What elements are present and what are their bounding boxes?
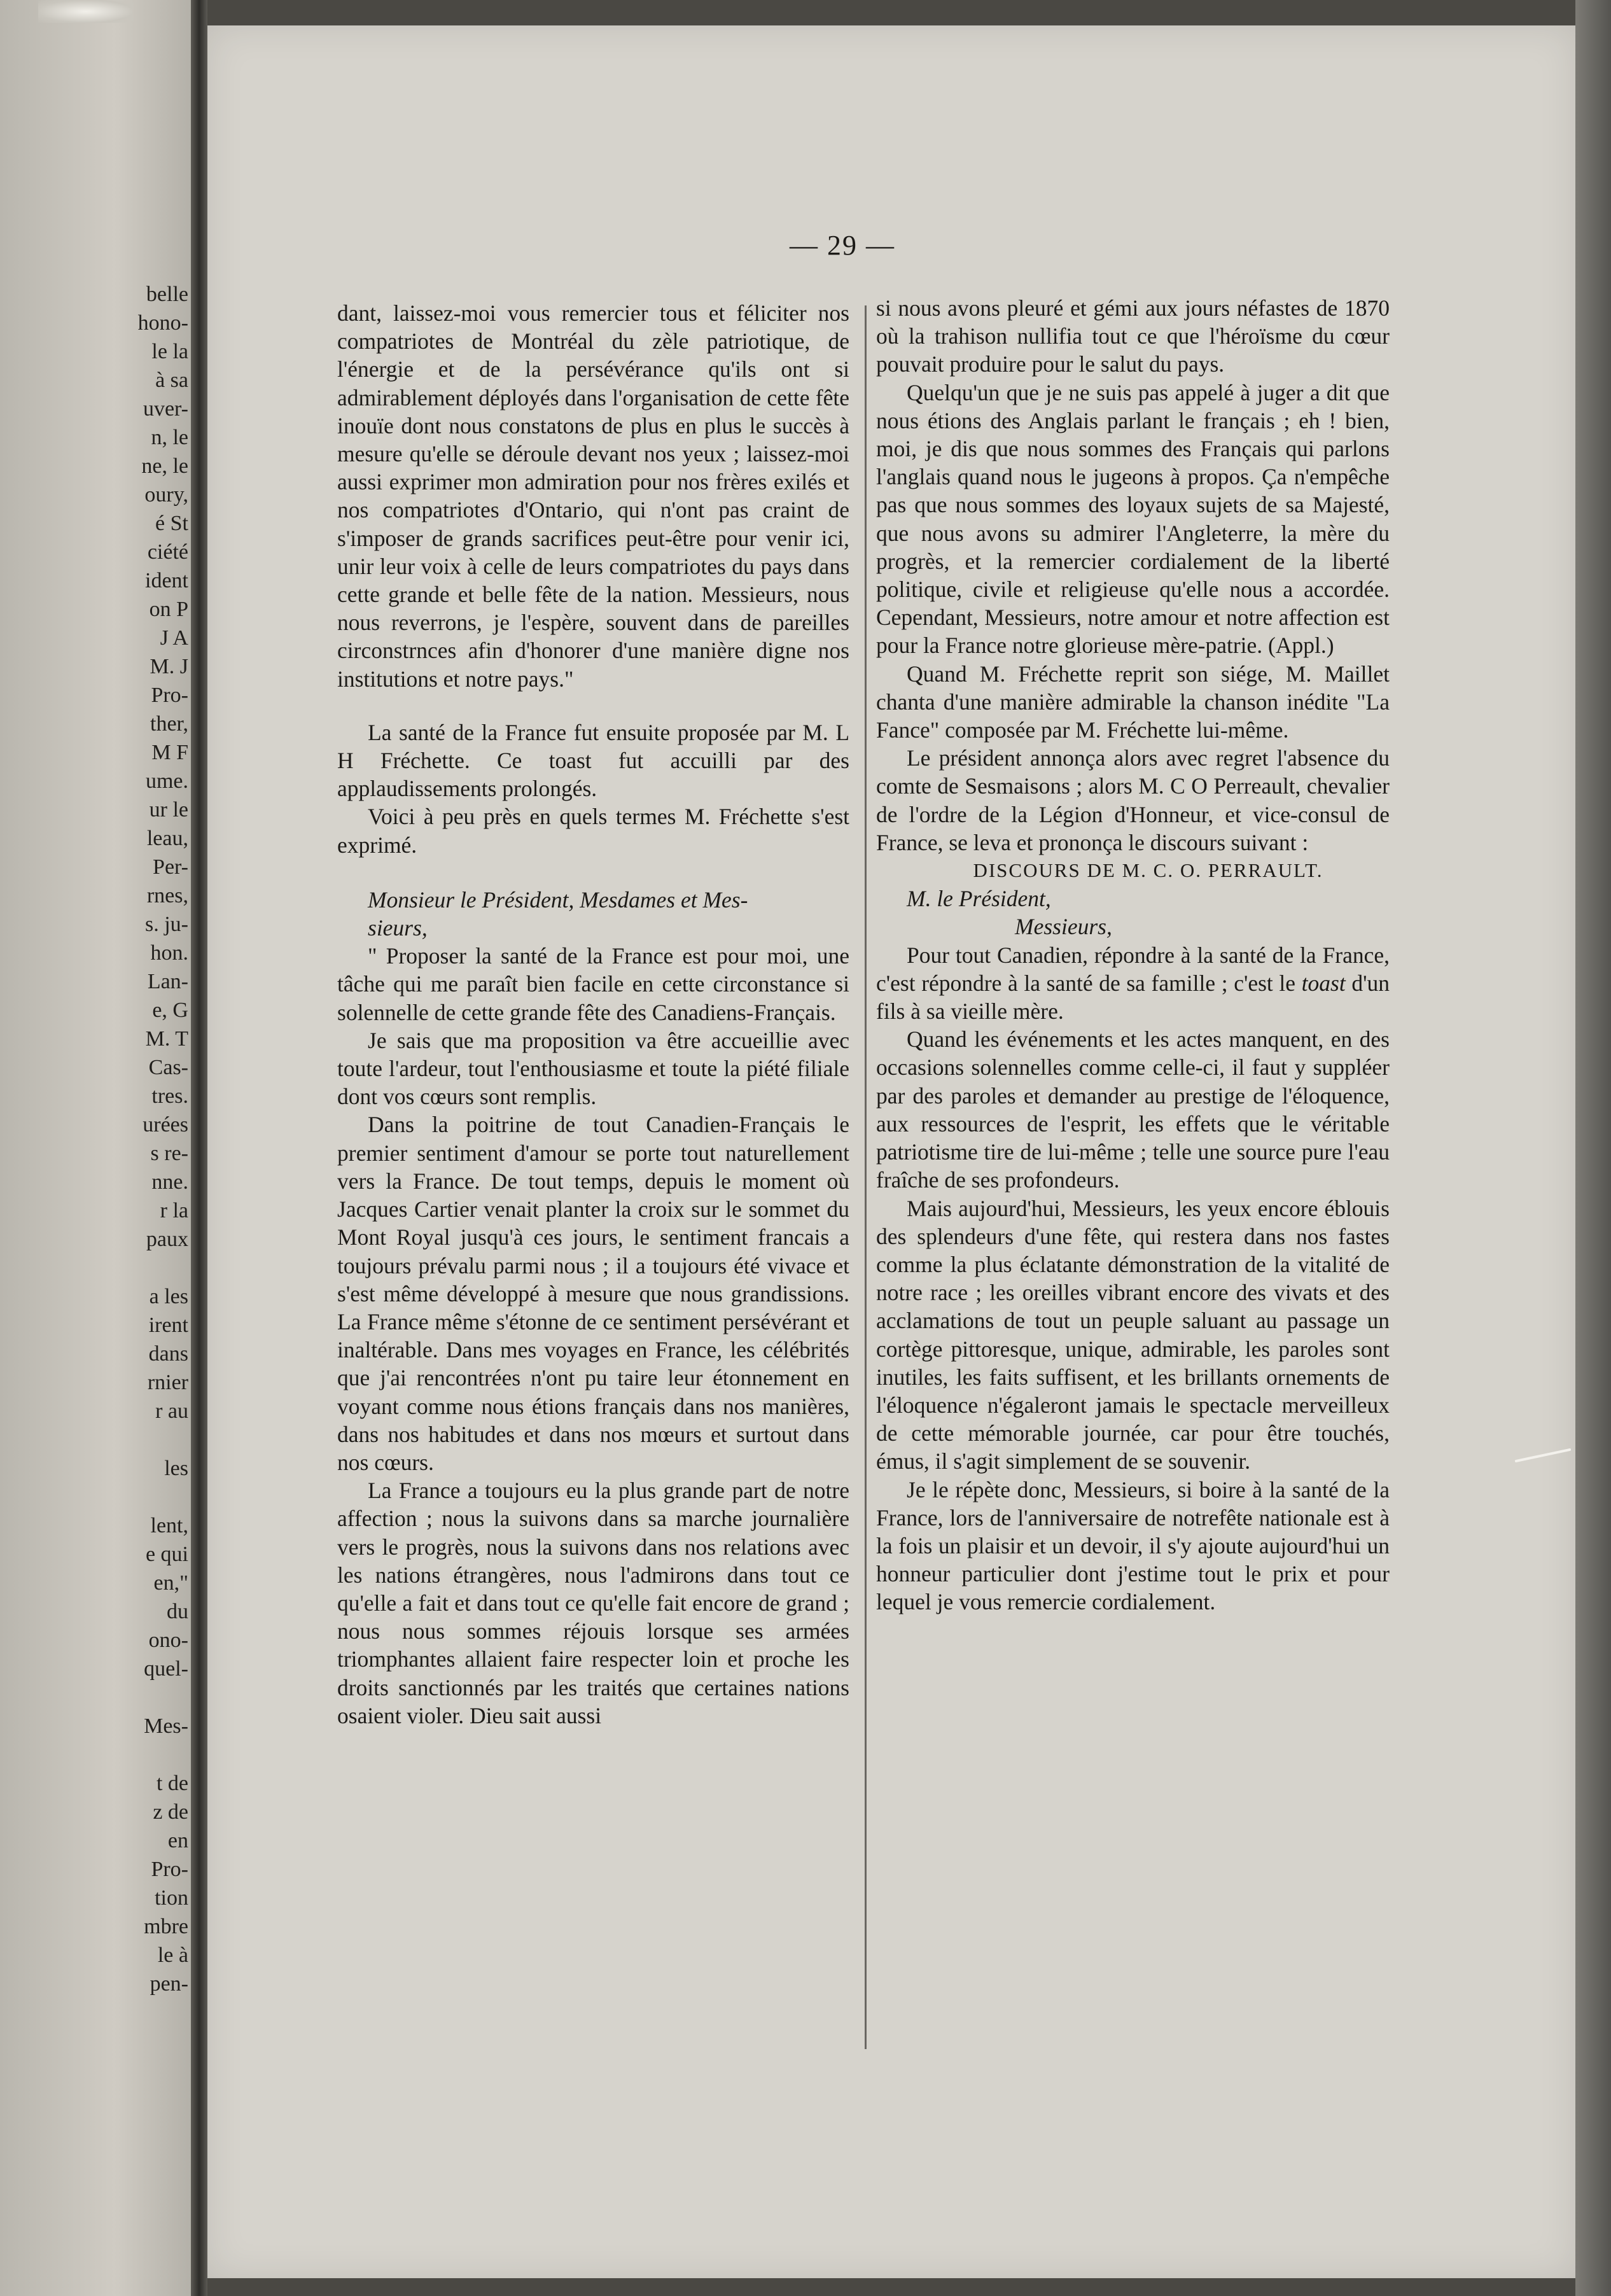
facing-page-line: dans <box>148 1342 188 1366</box>
facing-page-line: M F <box>151 741 188 764</box>
facing-page-line: paux <box>146 1228 188 1251</box>
facing-page-text <box>4 280 188 1998</box>
facing-page-line: ume. <box>145 769 188 793</box>
speech-salutation <box>337 886 849 942</box>
facing-page-line <box>4 1683 188 1712</box>
facing-page-line: Lan- <box>147 970 188 993</box>
facing-page-line: en," <box>153 1571 188 1595</box>
salutation-line: sieurs, <box>368 915 428 941</box>
facing-page-line: le à <box>157 1943 188 1967</box>
facing-page-line <box>4 1483 188 1511</box>
facing-page-line: hono- <box>137 311 188 335</box>
facing-page-line: on P <box>149 598 188 621</box>
facing-page-line: ono- <box>148 1628 188 1652</box>
left-column <box>337 299 849 1730</box>
facing-page-line: ther, <box>150 712 188 736</box>
facing-page-line: urées <box>143 1113 188 1137</box>
facing-page-line <box>4 1425 188 1454</box>
facing-page-line: Mes- <box>144 1714 188 1738</box>
facing-page-line: ne, le <box>141 454 188 478</box>
book-gutter <box>191 0 207 2296</box>
facing-page-line: n, le <box>151 426 188 449</box>
facing-page-line: r la <box>160 1199 188 1222</box>
facing-page-line: tres. <box>151 1084 188 1108</box>
paragraph: Je sais que ma proposition va être accueillie avec toute l'ardeur, tout l'enthousiasme et toute la piété filiale dont vos cœurs sont remplis. <box>337 1027 849 1110</box>
facing-page-line: ur le <box>149 798 188 822</box>
page-number: — 29 — <box>790 230 895 261</box>
facing-page-line: é St <box>155 512 188 535</box>
facing-page-line: uver- <box>143 397 188 421</box>
paragraph: Quand M. Fréchette reprit son siége, M. Maillet chanta d'une manière admirable la chanson inédite "La Fance" composée par M. Fréchette lui-même. <box>876 661 1390 743</box>
facing-page-line: M. J <box>150 655 188 678</box>
facing-page-line: Per- <box>153 855 188 879</box>
paragraph: Quand les événements et les actes manquent, en des occasions solennelles comme celle-ci, il faut y suppléer par des paroles et demander au prestige de l'éloquence, aux ressources de l'esprit, les effets que le véritable patriotisme tire de lui-même ; telle une source pure l'eau fraîche de ses profondeurs. <box>876 1026 1390 1193</box>
facing-page-line: e qui <box>145 1543 188 1566</box>
facing-page-line: rnes, <box>146 884 188 907</box>
facing-page-line: à sa <box>155 368 188 392</box>
paragraph: Dans la poitrine de tout Canadien-Français le premier sentiment d'amour se porte tout naturellement vers la France. De tout temps, depuis le moment où Jacques Cartier venait planter la croix sur le sommet du Mont Royal jusqu'à ces jours, le sentiment francais a toujours prévalu parmi nous ; il a toujours été vivace et s'est même développé à mesure que nous grandissions. La France même s'étonne de ce sentiment persévérant et inaltérable. Dans mes voyages en France, les célébrités que j'ai rencontrées n'ont pu taire leur étonnement en voyant comme nous étions français dans nos manières, dans nos habitudes et dans nos mœurs et surtout dans nos cœurs. <box>337 1112 849 1475</box>
right-column <box>876 294 1390 1616</box>
facing-page-line: z de <box>153 1800 188 1824</box>
facing-page-line: du <box>167 1600 188 1623</box>
facing-page-line: J A <box>160 626 188 650</box>
facing-page-line: lent, <box>150 1514 188 1537</box>
facing-page-line: oury, <box>144 483 188 507</box>
page-edge <box>1575 0 1611 2296</box>
facing-page-line <box>4 1254 188 1282</box>
facing-page-line: tion <box>155 1886 188 1910</box>
facing-page-line: M. T <box>145 1027 188 1051</box>
salutation-line: Monsieur le Président, Mesdames et Mes- <box>368 886 748 913</box>
section-title: DISCOURS DE M. C. O. PERRAULT. <box>973 859 1323 882</box>
paragraph: La santé de la France fut ensuite proposée par M. L H Fréchette. Ce toast fut accuilli par des applaudissements prolongés. <box>337 719 849 802</box>
paragraph: Le président annonça alors avec regret l'absence du comte de Sesmaisons ; alors M. C O Perreault, chevalier de l'ordre de la Légion d'Honneur, et vice-consul de France, se leva et prononça le discours suivant : <box>876 745 1390 855</box>
paragraph: Voici à peu près en quels termes M. Fréchette s'est exprimé. <box>337 804 849 858</box>
paragraph: Quelqu'un que je ne suis pas appelé à juger a dit que nous étions des Anglais parlant le français ; eh ! bien, moi, je dis que nous sommes des Français qui parlons l'anglais quand nous le jugeons à propos. Ça n'empêche pas que nous sommes des loyaux sujets de sa Majesté, que nous avons su admirer l'Angleterre, la mère du progrès, et la remercier cordialement de la liberté politique, civile et religieuse qu'elle nous a accordée. Cependant, Messieurs, notre amour et notre affection est pour la France notre glorieuse mère-patrie. (Appl.) <box>876 379 1390 659</box>
paragraph: Je le répète donc, Messieurs, si boire à la santé de la France, lors de l'anniversaire de notrefête nationale est à la fois un plaisir et un devoir, il s'y ajoute aujourd'hui un honneur particulier dont j'estime tout le prix et pour lequel je vous remercie cordialement. <box>876 1476 1390 1615</box>
facing-page-line: hon. <box>150 941 188 965</box>
facing-page-fragment <box>0 0 191 2296</box>
paragraph <box>876 941 1390 1026</box>
facing-page-line: pen- <box>150 1972 188 1996</box>
facing-page-line: nne. <box>151 1170 188 1194</box>
facing-page-line: ciété <box>147 540 188 564</box>
paragraph: " Proposer la santé de la France est pour moi, une tâche qui me paraît bien facile en cette circonstance si solennelle de cette grande fête des Canadiens-Français. <box>337 943 849 1025</box>
facing-page-line: t de <box>156 1772 188 1795</box>
speech-salutation <box>876 885 1390 941</box>
facing-page-line: e, G <box>152 998 188 1022</box>
facing-page-line: Pro- <box>151 683 188 707</box>
facing-page-line: r au <box>155 1399 188 1423</box>
facing-page-line: Cas- <box>148 1056 188 1079</box>
facing-page-line: s re- <box>150 1142 188 1165</box>
facing-page-line: Pro- <box>151 1858 188 1881</box>
facing-page-line: en <box>167 1829 188 1852</box>
facing-page-line <box>4 1740 188 1769</box>
facing-page-line: le la <box>151 340 188 363</box>
paragraph: Mais aujourd'hui, Messieurs, les yeux encore éblouis des splendeurs d'une fête, qui restera dans nos fastes comme la plus éclatante démonstration de la vitalité de notre race ; les oreilles vibrant encore des vivats et des acclamations de tout un peuple saluant au passage un cortège pittoresque, unique, admirable, les paroles sont inutiles, les faits suffisent, et les brillants ornements de l'éloquence n'égaleront jamais le spectacle merveilleux de cette mémorable journée, car pour être touchés, émus, il s'agit simplement de se souvenir. <box>876 1195 1390 1474</box>
facing-page-line: belle <box>146 283 188 306</box>
italic-word: toast <box>1301 970 1346 996</box>
salutation-line: Messieurs, <box>1015 914 1112 940</box>
text-run: Pour tout Canadien, répondre à la santé de la France, c'est répondre à la santé de sa famille ; c'est le <box>876 942 1390 996</box>
facing-page-line: quel- <box>144 1657 188 1681</box>
facing-page-line: irent <box>148 1313 188 1337</box>
facing-page-line: leau, <box>146 827 188 850</box>
facing-page-line: ident <box>145 569 188 592</box>
paragraph: dant, laissez-moi vous remercier tous et féliciter nos compatriotes de Montréal du zèle patriotique, de l'énergie et de la persévérance qu'ils ont si admirablement déployés dans l'organisation de cette fête inouïe dont nous constatons de plus en plus le succès à mesure qu'elle se déroule devant nos yeux ; laissez-moi aussi exprimer mon admiration pour nos frères exilés et nos compatriotes d'Ontario, qui n'ont pas craint de s'imposer de grands sacrifices peut-être pour venir ici, unir leur voix à celle de leurs compatriotes du pays dans cette grande et belle fête de la nation. Messieurs, nous nous reverrons, je l'espère, souvent dans de pareilles circonstrnces afin d'honorer d'une manière digne nos institutions et notre pays." <box>337 300 849 692</box>
facing-page-line: a les <box>149 1285 188 1308</box>
paragraph: si nous avons pleuré et gémi aux jours néfastes de 1870 où la trahison nullifia tout ce que l'héroïsme du cœur pouvait produire pour le salut du pays. <box>876 295 1390 377</box>
facing-page-line: rnier <box>147 1371 188 1394</box>
paper-blot <box>38 0 134 23</box>
paragraph: La France a toujours eu la plus grande part de notre affection ; nous la suivons dans sa marche journalière vers le progrès, nous la suivons dans nos relations avec les nations étrangères, nous l'admirons dans tout ce qu'elle a fait et dans tout ce qu'elle fait encore de grand ; nous nous sommes réjouis lorsque ses armées triomphantes allaient faire respecter loin et proche les droits sanctionnés par les traités que certaines nations osaient violer. Dieu sait aussi <box>337 1478 849 1728</box>
facing-page-line: mbre <box>144 1915 188 1938</box>
text-run: d'un fils à sa vieille mère. <box>876 970 1390 1025</box>
facing-page-line: les <box>164 1457 188 1480</box>
facing-page-line: s. ju- <box>145 913 188 936</box>
column-divider <box>865 305 867 2049</box>
salutation-line: M. le Président, <box>907 886 1051 912</box>
